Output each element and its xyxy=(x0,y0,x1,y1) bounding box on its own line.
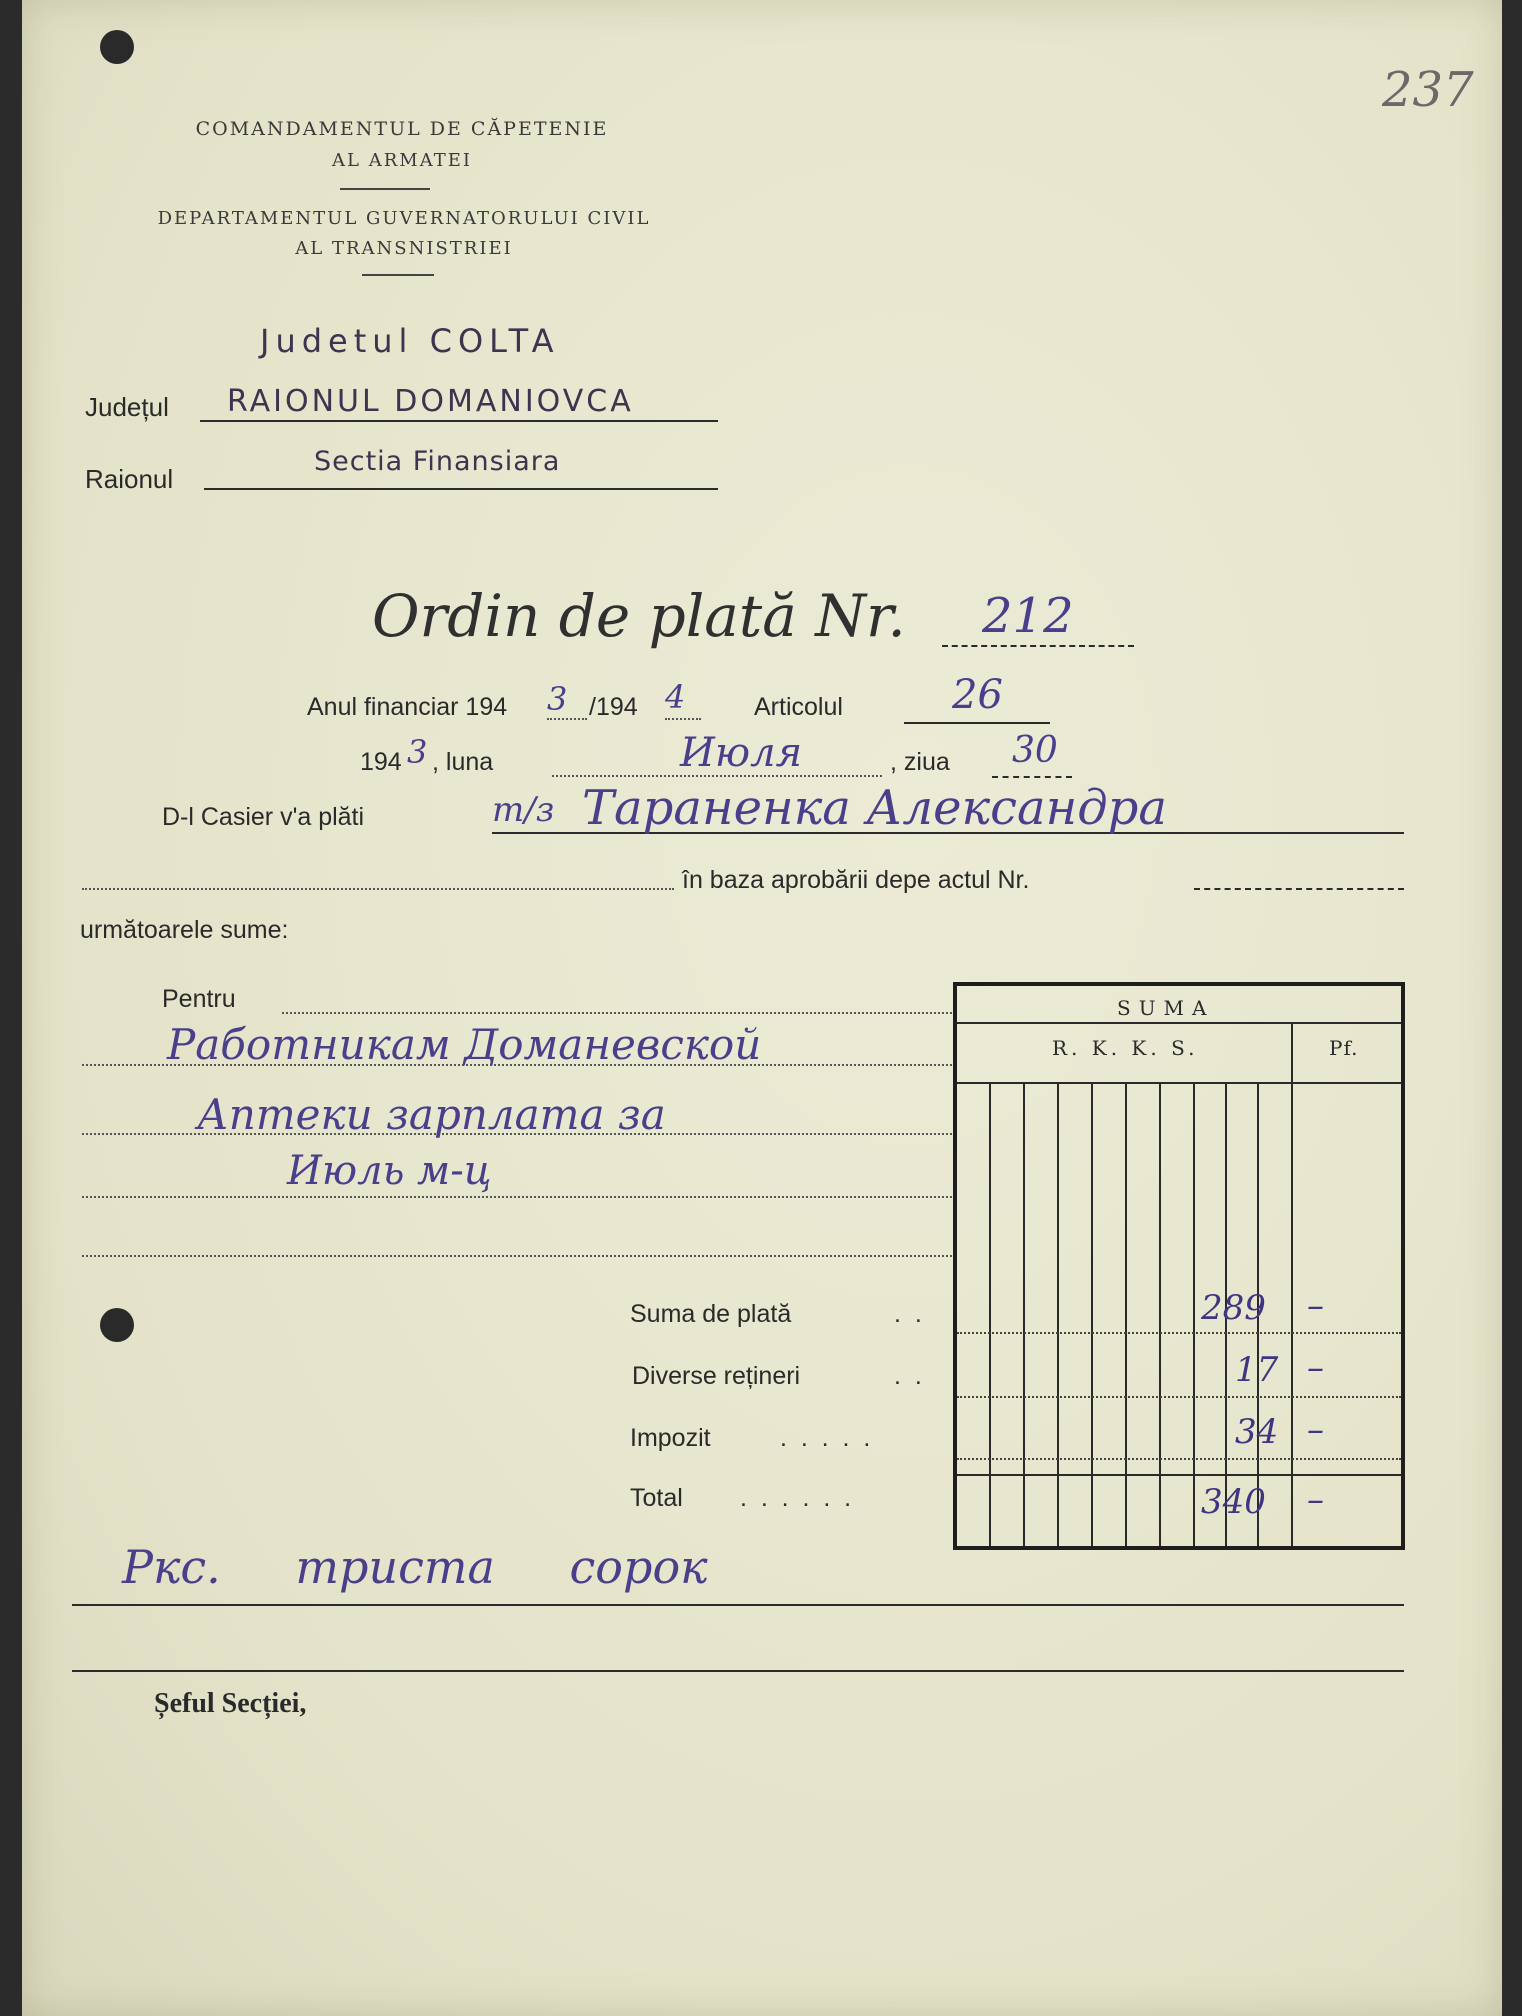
judetul-label: Județul xyxy=(85,392,169,422)
amount-words-line-2 xyxy=(72,1670,1404,1672)
purpose-line-2: Аптеки зарплата за xyxy=(197,1090,666,1139)
row-dots: . . . . . . xyxy=(740,1484,852,1512)
ziua-value: 30 xyxy=(1012,730,1058,771)
urmatoarele-label: următoarele sume: xyxy=(80,916,289,944)
stamp-sectia: Sectia Finansiara xyxy=(314,446,561,477)
ziua-line xyxy=(992,776,1072,778)
header-line-4: AL TRANSNISTRIEI xyxy=(295,238,513,259)
purpose-line-4-dots xyxy=(82,1255,952,1257)
year-end-digit: 4 xyxy=(665,678,686,716)
header-line-1: COMANDAMENTUL DE CĂPETENIE xyxy=(195,118,609,140)
baza-line xyxy=(1194,888,1404,890)
raionul-line xyxy=(204,488,718,490)
stamp-raion: RAIONUL DOMANIOVCA xyxy=(227,384,634,419)
pf-impozit: – xyxy=(1307,1410,1324,1450)
year-separator: /194 xyxy=(589,693,638,721)
row-label-diverse-retineri: Diverse rețineri xyxy=(632,1362,801,1390)
table-col xyxy=(1057,1084,1059,1546)
articolul-line xyxy=(904,722,1050,724)
payee-prefix: т/з xyxy=(492,790,555,830)
table-row-line xyxy=(957,1458,1401,1460)
pentru-dots xyxy=(282,1012,952,1014)
table-col xyxy=(989,1084,991,1546)
amount-words-line xyxy=(72,1604,1404,1606)
luna-label: , luna xyxy=(432,748,494,776)
ziua-label: , ziua xyxy=(890,748,950,776)
baza-label: în baza aprobării depe actul Nr. xyxy=(682,866,1030,894)
casier-label: D-l Casier v'a plăti xyxy=(162,803,365,831)
row-dots: . . . . . xyxy=(780,1424,871,1452)
row-dots: . . xyxy=(894,1300,922,1328)
row-dots: . . xyxy=(894,1362,922,1390)
purpose-line-1: Работникам Доманевской xyxy=(167,1020,762,1069)
header-rule xyxy=(362,274,434,276)
value-impozit: 34 xyxy=(1235,1412,1279,1452)
table-col xyxy=(1125,1084,1127,1546)
payee-name: Тараненка Александра xyxy=(582,780,1168,836)
archive-number: 237 xyxy=(1382,62,1474,118)
year-end-dots xyxy=(665,718,701,720)
table-row-line xyxy=(957,1474,1401,1476)
baza-dots xyxy=(82,888,674,890)
row-label-impozit: Impozit xyxy=(630,1424,711,1452)
table-col xyxy=(1159,1084,1161,1546)
pf-total: – xyxy=(1307,1480,1324,1520)
suma-heading: SUMA xyxy=(1117,996,1215,1020)
table-col xyxy=(1023,1084,1025,1546)
year-start-digit: 3 xyxy=(547,680,568,718)
table-col xyxy=(1193,1084,1195,1546)
pentru-label: Pentru xyxy=(162,985,236,1013)
purpose-line-3-dots xyxy=(82,1196,952,1198)
date-year-digit: 3 xyxy=(407,733,428,771)
pf-suma-de-plata: – xyxy=(1307,1286,1324,1326)
table-divider xyxy=(1291,1022,1293,1546)
rkks-heading: R. K. K. S. xyxy=(1052,1036,1199,1060)
amount-in-words: Ркс. триста сорок xyxy=(122,1540,708,1594)
row-label-suma-de-plata: Suma de plată xyxy=(630,1300,792,1328)
order-number: 212 xyxy=(982,588,1074,644)
value-suma-de-plata: 289 xyxy=(1201,1288,1266,1328)
articolul-label: Articolul xyxy=(754,693,843,721)
anul-financiar-label: Anul financiar 194 xyxy=(307,693,508,721)
value-diverse-retineri: 17 xyxy=(1235,1350,1279,1390)
table-rule xyxy=(957,1022,1401,1024)
row-label-total: Total xyxy=(630,1484,683,1512)
judetul-line xyxy=(200,420,718,422)
stamp-judet: Judetul COLTA xyxy=(260,322,560,360)
header-line-3: DEPARTAMENTUL GUVERNATORULUI CIVIL xyxy=(157,208,651,229)
pf-heading: Pf. xyxy=(1329,1036,1359,1060)
date-year-prefix: 194 xyxy=(360,748,402,776)
pf-diverse-retineri: – xyxy=(1307,1348,1324,1388)
signature-label: Șeful Secției, xyxy=(154,1688,307,1719)
punch-hole xyxy=(100,30,134,64)
order-number-line xyxy=(942,645,1134,647)
luna-value: Июля xyxy=(680,730,803,776)
table-col xyxy=(1091,1084,1093,1546)
punch-hole xyxy=(100,1308,134,1342)
raionul-label: Raionul xyxy=(85,464,174,494)
table-row-line xyxy=(957,1396,1401,1398)
value-total: 340 xyxy=(1201,1482,1266,1522)
header-line-2: AL ARMATEI xyxy=(332,150,472,171)
header-rule xyxy=(340,188,430,190)
year-start-dots xyxy=(547,718,587,720)
suma-table xyxy=(953,982,1405,1550)
purpose-line-3: Июль м-ц xyxy=(287,1148,492,1194)
articolul-value: 26 xyxy=(952,672,1003,718)
payment-order-document xyxy=(22,0,1502,2016)
order-title: Ordin de plată Nr. xyxy=(372,582,906,650)
table-row-line xyxy=(957,1332,1401,1334)
